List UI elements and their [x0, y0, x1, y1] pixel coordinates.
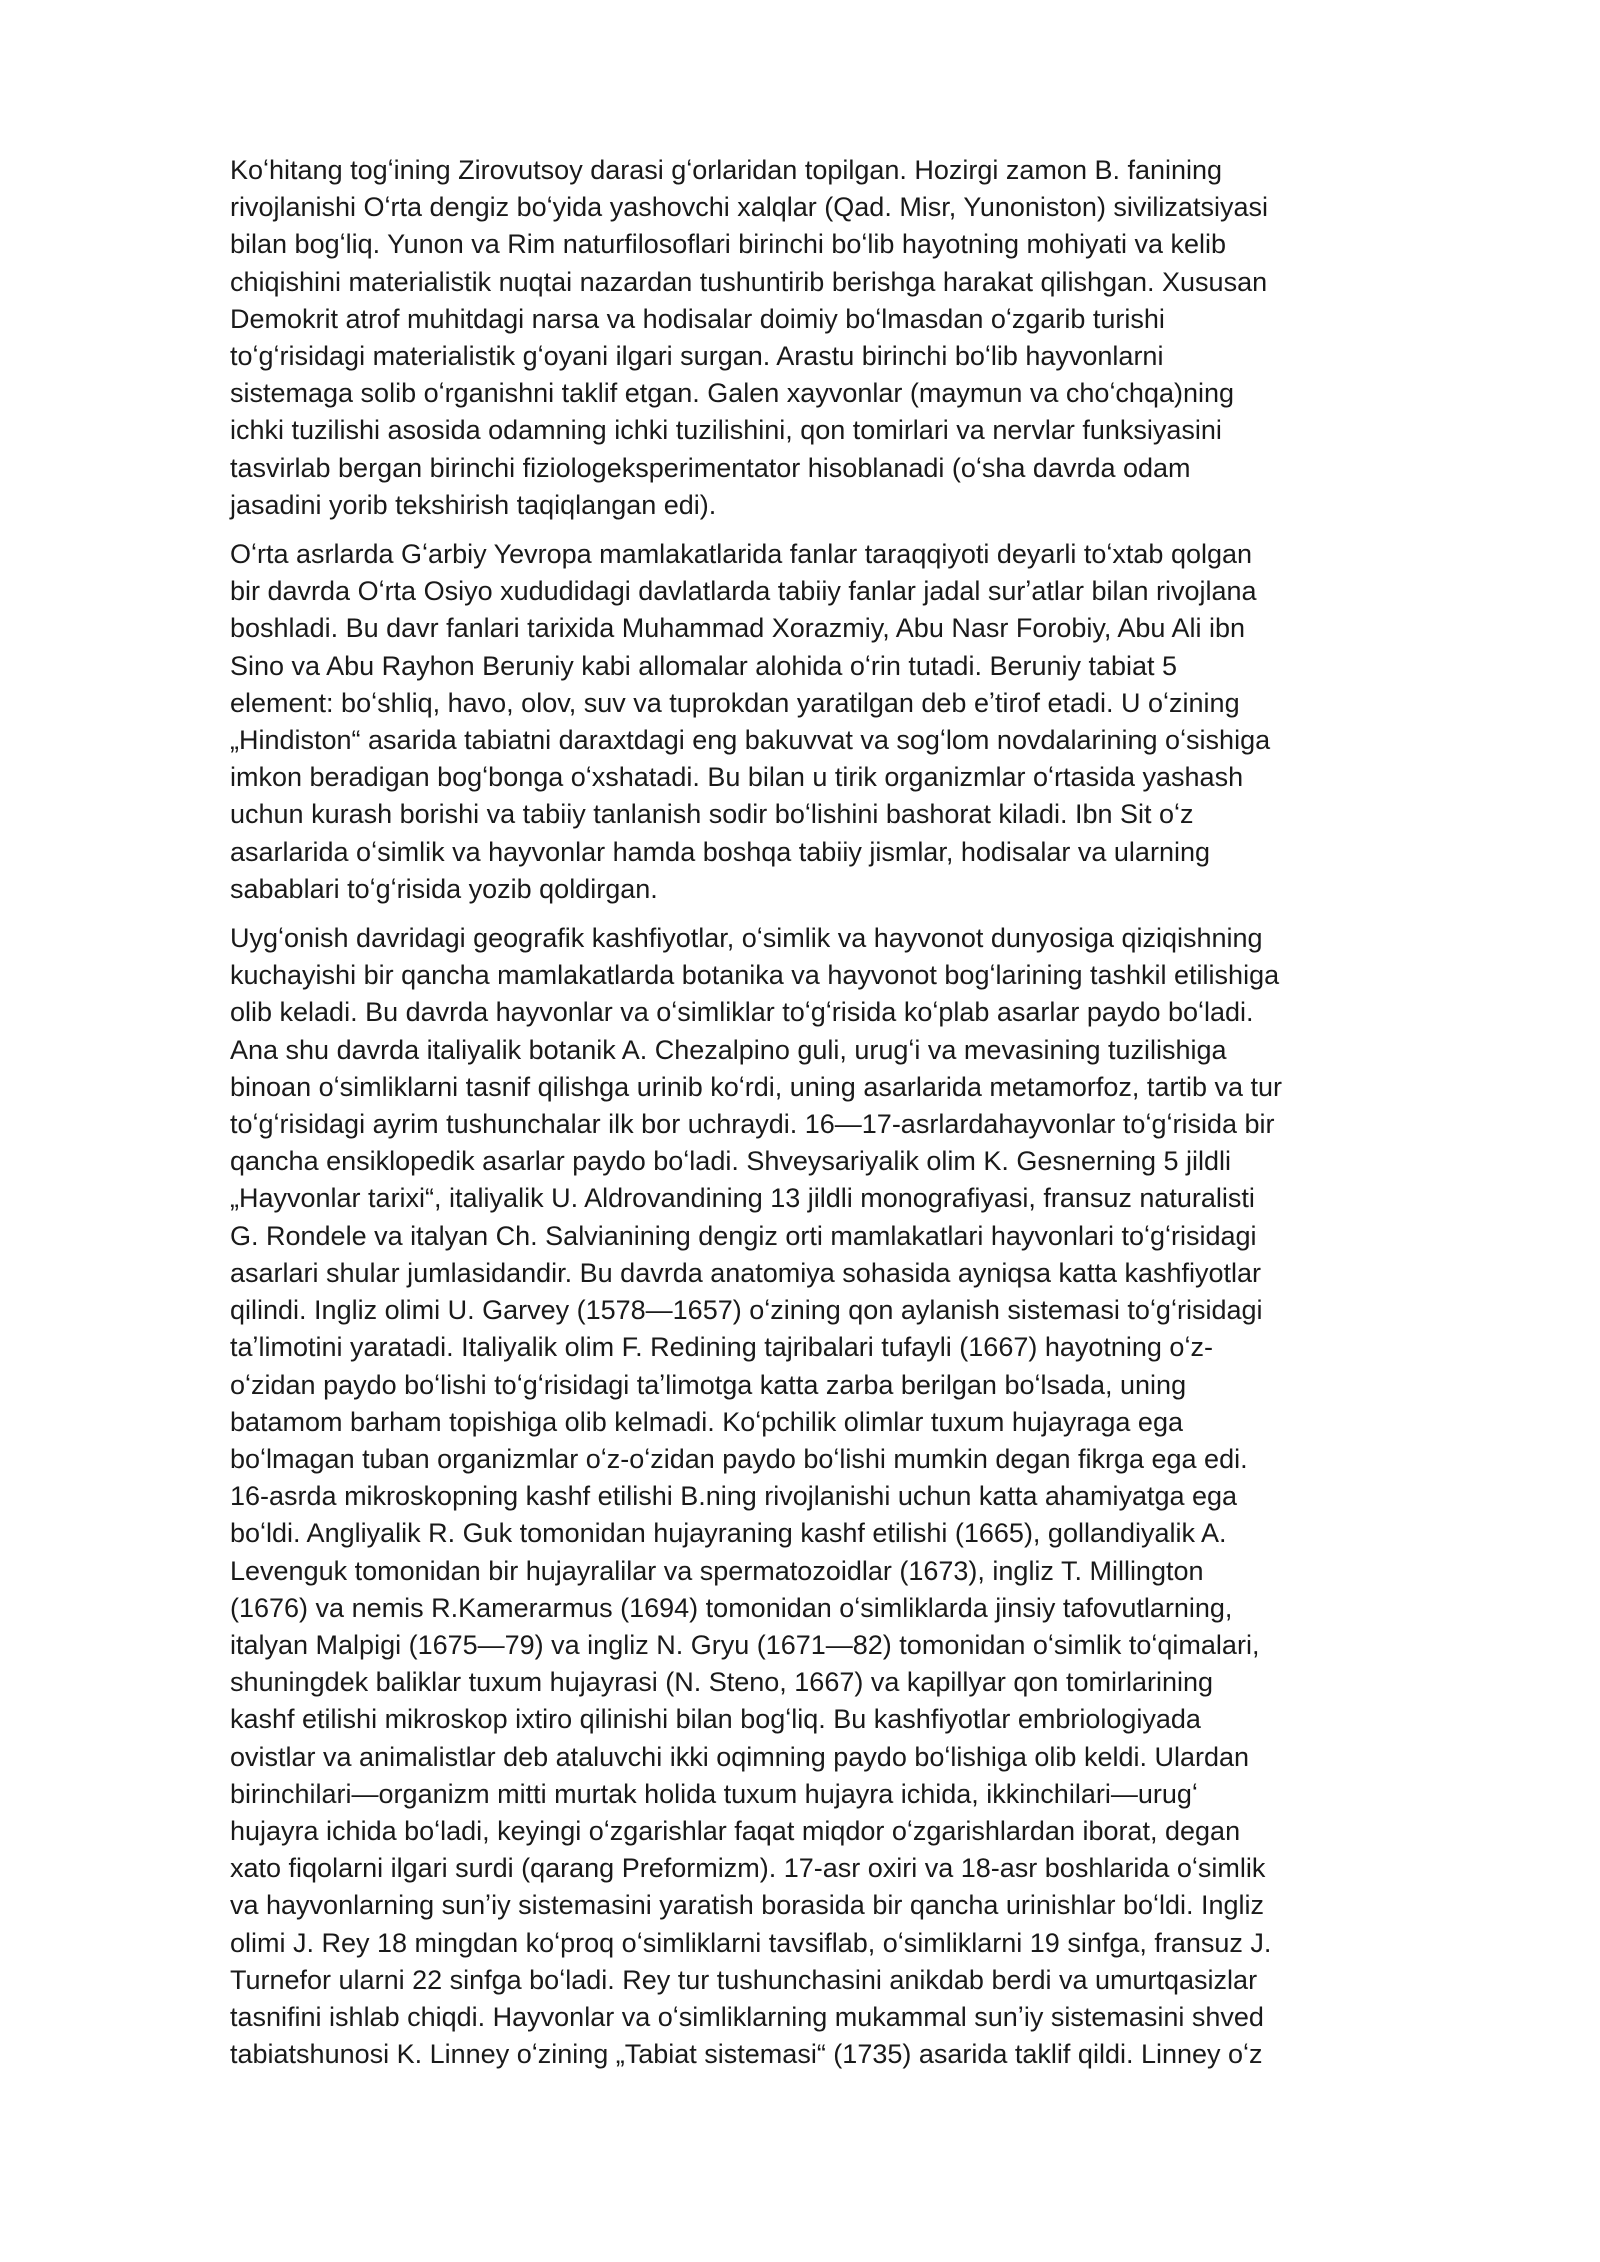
- paragraph-renaissance: Uygʻonish davridagi geografik kashfiyotlar, oʻsimlik va hayvonot dunyosiga qiziqishning kuchayishi bir qancha mamlakatlarda botanika va hayvonot bogʻlarining tashkil etilishiga olib keladi. Bu davrda hayvonlar va oʻsimliklar toʻgʻrisida koʻplab asarlar paydo boʻladi. Ana shu davrda italiyalik botanik A. Chezalpino guli, urugʻi va mevasining tuzilishiga binoan oʻsimliklarni tasnif qilishga urinib koʻrdi, uning asarlarida metamorfoz, tartib va tur toʻgʻrisidagi ayrim tushunchalar ilk bor uchraydi. 16—17-asrlardahayvonlar toʻgʻrisida bir qancha ensiklopedik asarlar paydo boʻladi. Shveysariyalik olim K. Gesnerning 5 jildli „Hayvonlar tarixi“, italiyalik U. Aldrovandining 13 jildli monografiyasi, fransuz naturalisti G. Rondele va italyan Ch. Salvianining dengiz orti mamlakatlari hayvonlari toʻgʻrisidagi asarlari shular jumlasidandir. Bu davrda anatomiya sohasida ayniqsa katta kashfiyotlar qilindi. Ingliz olimi U. Garvey (1578—1657) oʻzining qon aylanish sistemasi toʻgʻrisidagi taʼlimotini yaratadi. Italiyalik olim F. Redining tajribalari tufayli (1667) hayotning oʻz- oʻzidan paydo boʻlishi toʻgʻrisidagi taʼlimotga katta zarba berilgan boʻlsada, uning batamom barham topishiga olib kelmadi. Koʻpchilik olimlar tuxum hujayraga ega boʻlmagan tuban organizmlar oʻz-oʻzidan paydo boʻlishi mumkin degan fikrga ega edi. 16-asrda mikroskopning kashf etilishi B.ning rivojlanishi uchun katta ahamiyatga ega boʻldi. Angliyalik R. Guk tomonidan hujayraning kashf etilishi (1665), gollandiyalik A. Levenguk tomonidan bir hujayralilar va spermatozoidlar (1673), ingliz T. Millington (1676) va nemis R.Kamerarmus (1694) tomonidan oʻsimliklarda jinsiy tafovutlarning, italyan Malpigi (1675—79) va ingliz N. Gryu (1671—82) tomonidan oʻsimlik toʻqimalari, shuningdek baliklar tuxum hujayrasi (N. Steno, 1667) va kapillyar qon tomirlarining kashf etilishi mikroskop ixtiro qilinishi bilan bogʻliq. Bu kashfiyotlar embriologiyada ovistlar va animalistlar deb ataluvchi ikki oqimning paydo boʻlishiga olib keldi. Ulardan birinchilari—organizm mitti murtak holida tuxum hujayra ichida, ikkinchilari—urugʻ hujayra ichida boʻladi, keyingi oʻzgarishlar faqat miqdor oʻzgarishlardan iborat, degan xato fiqolarni ilgari surdi (qarang Preformizm). 17-asr oxiri va 18-asr boshlarida oʻsimlik va hayvonlarning sunʼiy sistemasini yaratish borasida bir qancha urinishlar boʻldi. Ingliz olimi J. Rey 18 mingdan koʻproq oʻsimliklarni tavsiflab, oʻsimliklarni 19 sinfga, fransuz J. Turnefor ularni 22 sinfga boʻladi. Rey tur tushunchasini anikdab berdi va umurtqasizlar tasnifini ishlab chiqdi. Hayvonlar va oʻsimliklarning mukammal sunʼiy sistemasini shved tabiatshunosi K. Linney oʻzining „Tabiat sistemasi“ (1735) asarida taklif qildi. Linney oʻz: [230, 923, 1282, 2070]
- document-body: [230, 152, 1500, 2085]
- paragraph-middle-ages: Oʻrta asrlarda Gʻarbiy Yevropa mamlakatlarida fanlar taraqqiyoti deyarli toʻxtab qolgan bir davrda Oʻrta Osiyo xududidagi davlatlarda tabiiy fanlar jadal surʼatlar bilan rivojlana boshladi. Bu davr fanlari tarixida Muhammad Xorazmiy, Abu Nasr Forobiy, Abu Ali ibn Sino va Abu Rayhon Beruniy kabi allomalar alohida oʻrin tutadi. Beruniy tabiat 5 element: boʻshliq, havo, olov, suv va tuprokdan yaratilgan deb eʼtirof etadi. U oʻzining „Hindiston“ asarida tabiatni daraxtdagi eng bakuvvat va sogʻlom novdalarining oʻsishiga imkon beradigan bogʻbonga oʻxshatadi. Bu bilan u tirik organizmlar oʻrtasida yashash uchun kurash borishi va tabiiy tanlanish sodir boʻlishini bashorat kiladi. Ibn Sit oʻz asarlarida oʻsimlik va hayvonlar hamda boshqa tabiiy jismlar, hodisalar va ularning sabablari toʻgʻrisida yozib qoldirgan.: [230, 539, 1271, 904]
- paragraph-ancient-biology: Koʻhitang togʻining Zirovutsoy darasi gʻorlaridan topilgan. Hozirgi zamon B. fanining rivojlanishi Oʻrta dengiz boʻyida yashovchi xalqlar (Qad. Misr, Yunoniston) sivilizatsiyasi bilan bogʻliq. Yunon va Rim naturfilosoflari birinchi boʻlib hayotning mohiyati va kelib chiqishini materialistik nuqtai nazardan tushuntirib berishga harakat qilishgan. Xususan Demokrit atrof muhitdagi narsa va hodisalar doimiy boʻlmasdan oʻzgarib turishi toʻgʻrisidagi materialistik gʻoyani ilgari surgan. Arastu birinchi boʻlib hayvonlarni sistemaga solib oʻrganishni taklif etgan. Galen xayvonlar (maymun va choʻchqa)ning ichki tuzilishi asosida odamning ichki tuzilishini, qon tomirlari va nervlar funksiyasini tasvirlab bergan birinchi fiziologeksperimentator hisoblanadi (oʻsha davrda odam jasadini yorib tekshirish taqiqlangan edi).: [230, 155, 1268, 520]
